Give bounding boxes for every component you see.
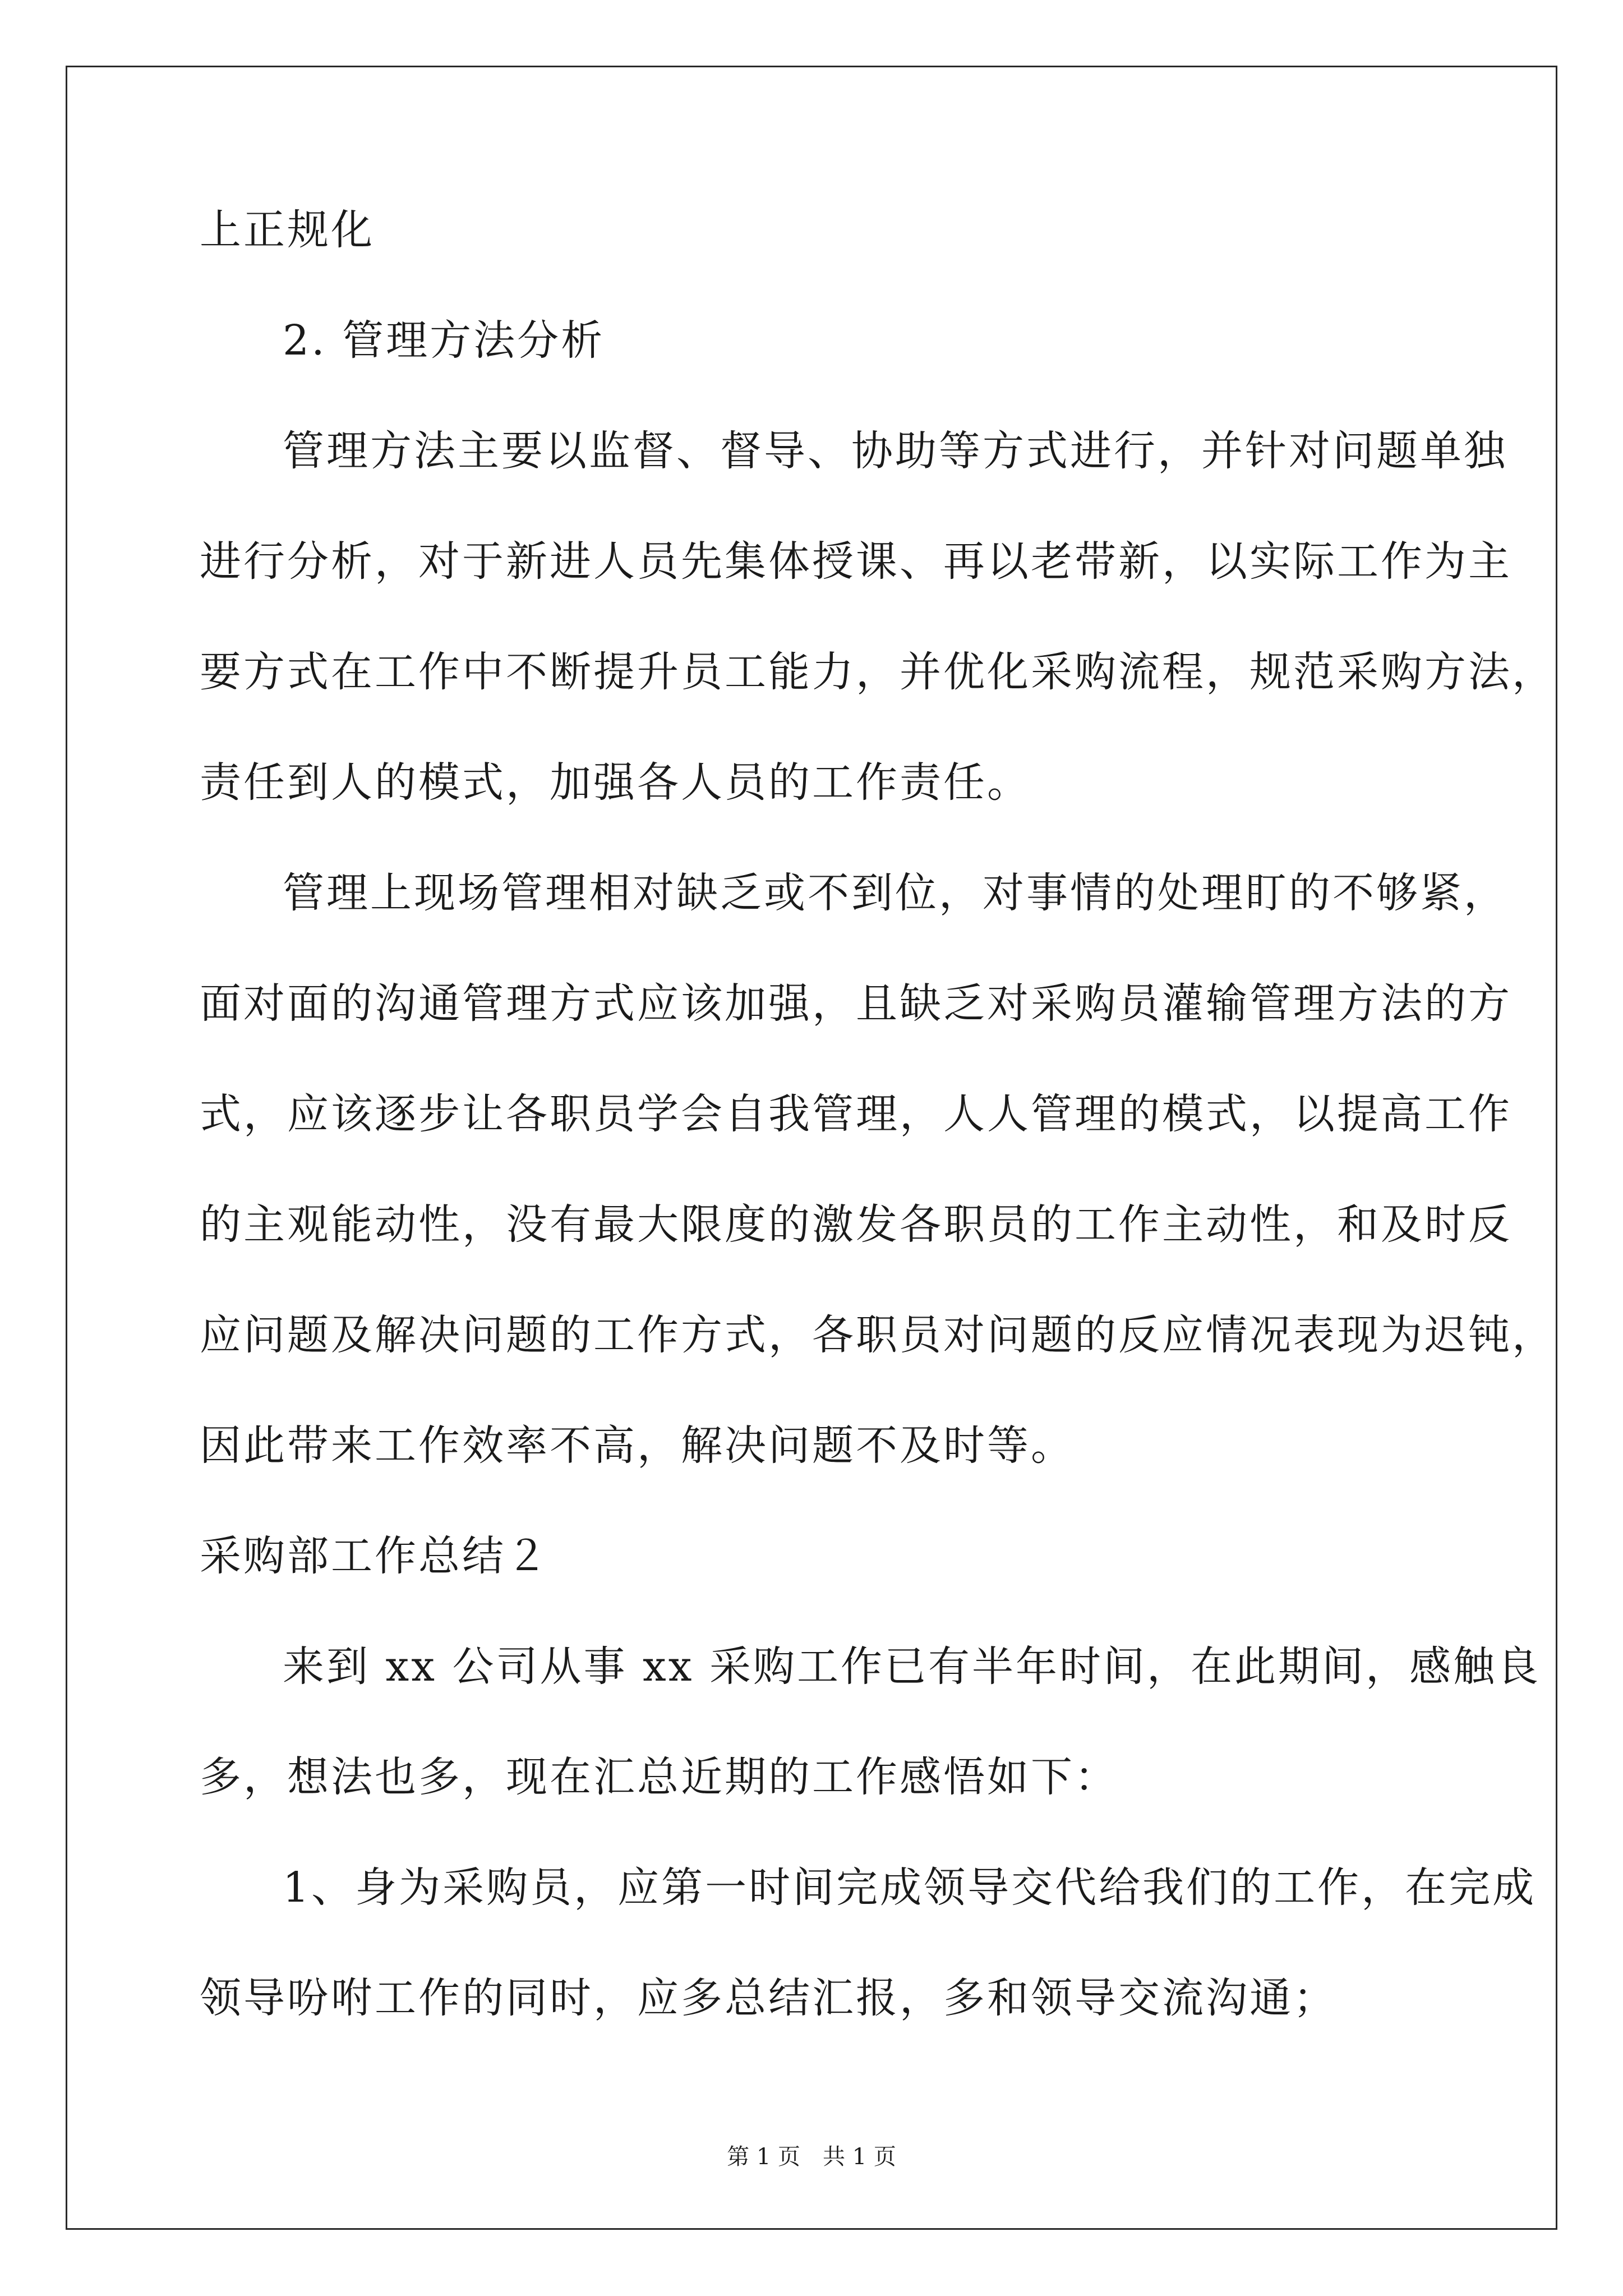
page-number-footer: 第 1 页 共 1 页 bbox=[727, 2144, 896, 2170]
section-heading: 2. 管理方法分析 bbox=[283, 316, 605, 365]
paragraph-line: 1、身为采购员，应第一时间完成领导交代给我们的工作，在完成 bbox=[283, 1864, 1537, 1912]
paragraph-line: 多，想法也多，现在汇总近期的工作感悟如下： bbox=[200, 1753, 1118, 1801]
paragraph-line: 责任到人的模式，加强各人员的工作责任。 bbox=[200, 758, 1031, 807]
paragraph-line: 的主观能动性，没有最大限度的激发各职员的工作主动性，和及时反 bbox=[200, 1200, 1512, 1249]
paragraph-line: 面对面的沟通管理方式应该加强，且缺乏对采购员灌输管理方法的方 bbox=[200, 979, 1512, 1028]
paragraph-line: 领导吩咐工作的同时，应多总结汇报，多和领导交流沟通； bbox=[200, 1974, 1337, 2022]
paragraph-line: 进行分析，对于新进人员先集体授课、再以老带新，以实际工作为主 bbox=[200, 537, 1512, 586]
paragraph-line: 应问题及解决问题的工作方式，各职员对问题的反应情况表现为迟钝， bbox=[200, 1311, 1556, 1359]
paragraph-line: 管理方法主要以监督、督导、协助等方式进行，并针对问题单独 bbox=[283, 427, 1507, 475]
paragraph-line: 式，应该逐步让各职员学会自我管理，人人管理的模式，以提高工作 bbox=[200, 1090, 1512, 1138]
document-title: 采购部工作总结２ bbox=[200, 1532, 550, 1580]
paragraph-line: 因此带来工作效率不高，解决问题不及时等。 bbox=[200, 1421, 1075, 1470]
paragraph-line: 来到 xx 公司从事 xx 采购工作已有半年时间，在此期间，感触良 bbox=[283, 1642, 1541, 1691]
paragraph-line: 要方式在工作中不断提升员工能力，并优化采购流程，规范采购方法， bbox=[200, 648, 1556, 696]
paragraph-line: 管理上现场管理相对缺乏或不到位，对事情的处理盯的不够紧， bbox=[283, 869, 1507, 917]
text-line: 上正规化 bbox=[200, 206, 375, 254]
